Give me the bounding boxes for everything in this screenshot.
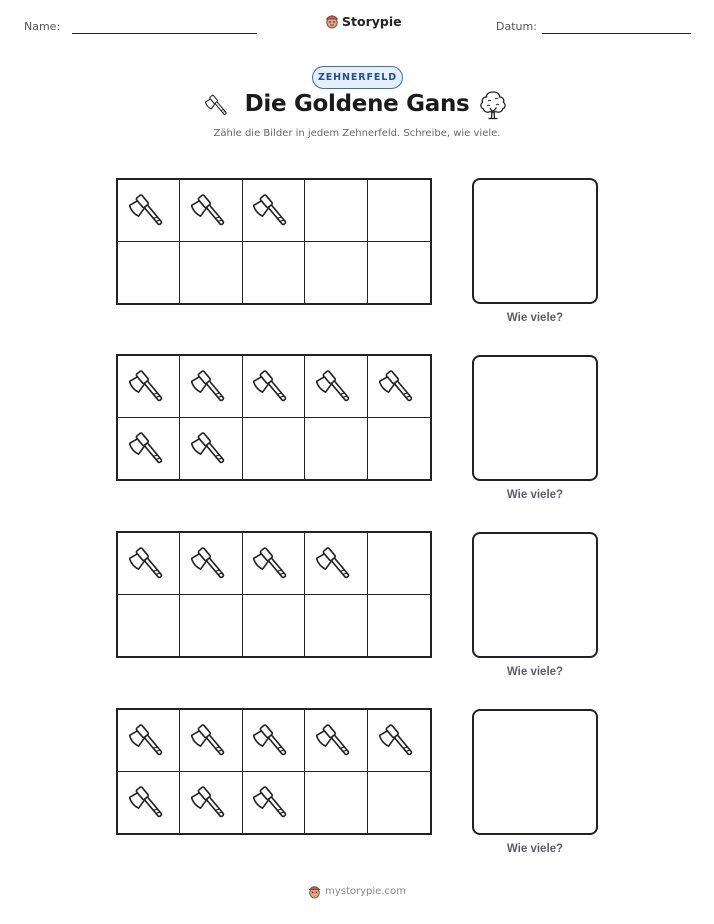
axe-icon xyxy=(316,543,356,583)
ten-frame-cell xyxy=(305,242,367,304)
ten-frame-cell xyxy=(180,356,242,418)
ten-frame-cell xyxy=(305,356,367,418)
axe-icon xyxy=(253,543,293,583)
worksheet-type-badge: ZEHNERFELD xyxy=(312,66,403,89)
storypie-mascot-icon xyxy=(325,13,339,29)
ten-frame-cell xyxy=(305,180,367,242)
ten-frame-cell xyxy=(305,595,367,657)
axe-icon xyxy=(191,720,231,760)
ten-frame-cell xyxy=(118,418,180,480)
ten-frame-cell xyxy=(368,418,430,480)
ten-frame-cell xyxy=(243,418,305,480)
footer-site: mystorypie.com xyxy=(325,886,406,897)
axe-icon xyxy=(316,720,356,760)
brand-name: Storypie xyxy=(342,13,402,29)
ten-frame-cell xyxy=(180,533,242,595)
ten-frame-cell xyxy=(243,242,305,304)
axe-icon xyxy=(129,720,169,760)
answer-box-1[interactable] xyxy=(472,178,598,304)
ten-frame-cell xyxy=(305,533,367,595)
answer-label-3: Wie viele? xyxy=(506,666,564,678)
axe-icon xyxy=(191,428,231,468)
ten-frame-cell xyxy=(118,356,180,418)
brand-logo xyxy=(325,13,402,29)
answer-label-2: Wie viele? xyxy=(506,489,564,501)
ten-frame-cell xyxy=(180,772,242,834)
axe-icon xyxy=(253,720,293,760)
answer-box-2[interactable] xyxy=(472,355,598,481)
answer-label-1: Wie viele? xyxy=(506,312,564,324)
name-line[interactable] xyxy=(72,33,257,34)
ten-frame-cell xyxy=(118,180,180,242)
date-line[interactable] xyxy=(542,33,691,34)
ten-frame-cell xyxy=(118,533,180,595)
axe-icon xyxy=(129,428,169,468)
axe-icon xyxy=(253,782,293,822)
ten-frame-cell xyxy=(368,595,430,657)
ten-frame-1 xyxy=(116,178,432,305)
ten-frame-cell xyxy=(243,710,305,772)
ten-frame-cell xyxy=(243,180,305,242)
ten-frame-cell xyxy=(118,595,180,657)
ten-frame-cell xyxy=(305,772,367,834)
ten-frame-cell xyxy=(368,242,430,304)
instructions: Zähle die Bilder in jedem Zehnerfeld. Schreibe, wie viele. xyxy=(213,128,501,139)
ten-frame-cell xyxy=(243,533,305,595)
ten-frame-cell xyxy=(368,533,430,595)
ten-frame-cell xyxy=(368,710,430,772)
ten-frame-cell xyxy=(243,772,305,834)
storypie-mascot-icon xyxy=(308,884,321,899)
date-label: Datum: xyxy=(496,20,537,33)
ten-frame-3 xyxy=(116,531,432,658)
ten-frame-cell xyxy=(180,242,242,304)
name-label: Name: xyxy=(24,20,61,33)
ten-frame-cell xyxy=(243,595,305,657)
axe-icon xyxy=(191,782,231,822)
answer-label-4: Wie viele? xyxy=(506,843,564,855)
ten-frame-cell xyxy=(118,710,180,772)
axe-icon xyxy=(253,190,293,230)
axe-icon xyxy=(379,720,419,760)
ten-frame-cell xyxy=(368,180,430,242)
axe-icon xyxy=(129,366,169,406)
ten-frame-cell xyxy=(368,356,430,418)
ten-frame-cell xyxy=(243,356,305,418)
ten-frame-cell xyxy=(118,772,180,834)
ten-frame-cell xyxy=(180,595,242,657)
axe-icon xyxy=(316,366,356,406)
axe-icon xyxy=(129,190,169,230)
answer-box-4[interactable] xyxy=(472,709,598,835)
axe-icon xyxy=(379,366,419,406)
answer-box-3[interactable] xyxy=(472,532,598,658)
ten-frame-cell xyxy=(305,710,367,772)
ten-frame-cell xyxy=(180,180,242,242)
axe-icon xyxy=(191,366,231,406)
tree-icon xyxy=(477,89,509,121)
ten-frame-cell xyxy=(180,710,242,772)
axe-icon xyxy=(129,782,169,822)
ten-frame-cell xyxy=(305,418,367,480)
ten-frame-cell xyxy=(368,772,430,834)
page-title: Die Goldene Gans xyxy=(244,91,470,117)
ten-frame-cell xyxy=(180,418,242,480)
footer xyxy=(0,884,714,899)
axe-icon xyxy=(191,190,231,230)
ten-frame-4 xyxy=(116,708,432,835)
axe-icon xyxy=(129,543,169,583)
axe-icon xyxy=(191,543,231,583)
ten-frame-2 xyxy=(116,354,432,481)
axe-icon xyxy=(253,366,293,406)
ten-frame-cell xyxy=(118,242,180,304)
